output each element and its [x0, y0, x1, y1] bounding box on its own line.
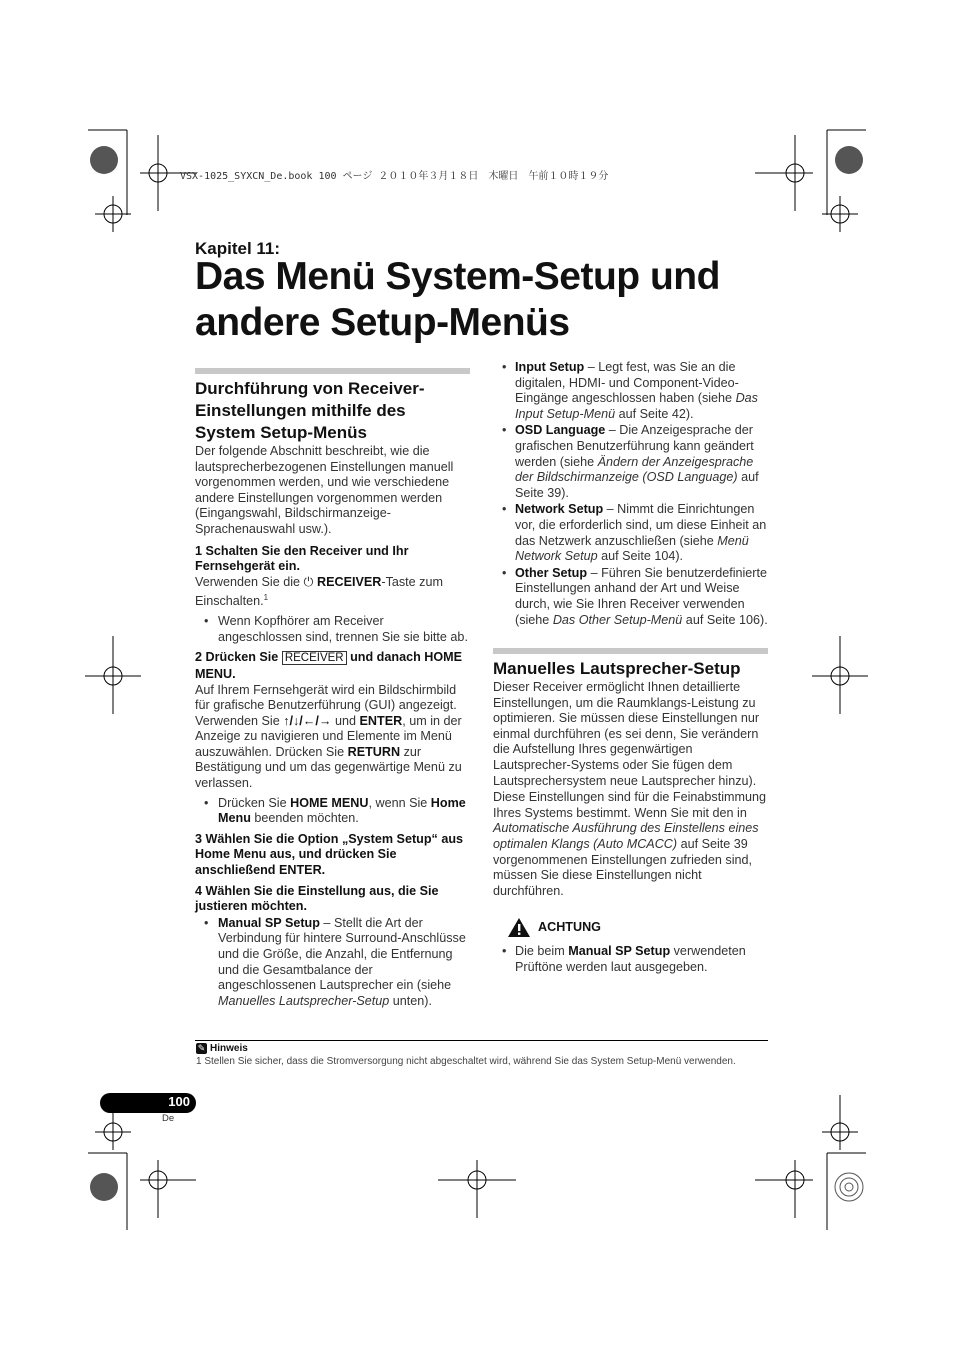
osd-language-bullet: • OSD Language – Die Anzeigesprache der grafischen Benutzerführung kann geändert werden (siehe Ändern der Anzeigesprache der Bildschirmanzeige (OSD Language) auf Seite 39). [493, 423, 768, 501]
other-setup-bullet: • Other Setup – Führen Sie benutzerdefinierte Einstellungen anhand der Art und Weise durch, wie Sie Ihren Receiver verwenden (siehe Das Other Setup-Menü auf Seite 106). [493, 566, 768, 628]
step-4: 4 Wählen Sie die Einstellung aus, die Sie justieren möchten. [195, 883, 439, 914]
step-1-bullet: • Wenn Kopfhörer am Receiver angeschlossen sind, trennen Sie sie bitte ab. [195, 614, 470, 645]
print-header: VSX-1025_SYXCN_De.book 100 ページ ２０１０年３月１８日 木曜日 午前１０時１９分 [180, 171, 609, 182]
step-2: 2 Drücken Sie RECEIVER und danach HOME MENU. [195, 650, 463, 681]
speaker-setup-paragraph-1: Dieser Receiver ermöglicht Ihnen detaillierte Einstellungen, um die Raumklangs-Leistung zu optimieren. Sie müssen diese Einstellungen nur einmal durchführen (es sei denn, Sie verändern die Aufstellung Ihres gegenwärtigen Lautsprecher-Systems oder Sie fügen dem Lautsprechersystem neue Lautsprecher hinzu). [493, 680, 760, 788]
section-heading: Durchführung von Receiver-Einstellungen mithilfe des System Setup-Menüs [195, 379, 425, 442]
caution-bullet: • Die beim Manual SP Setup verwendeten Prüftöne werden laut ausgegeben. [493, 944, 768, 975]
chapter-label: Kapitel 11: [195, 239, 281, 258]
section-heading-2: Manuelles Lautsprecher-Setup [493, 659, 741, 679]
step-1-text: Verwenden Sie die ⏻ RECEIVER-Taste zum Einschalten.$^1$ [195, 574, 443, 609]
caution-header [493, 917, 768, 938]
language-code: De [162, 1113, 175, 1124]
page-title [195, 254, 720, 346]
footnote [196, 1042, 768, 1068]
speaker-setup-paragraph-2: Diese Einstellungen sind für die Feinabstimmung Ihres Systems bestimmt. Wenn Sie mit den in Automatische Ausführung des Einstellens eines optimalen Klangs (Auto MCACC) auf Seite 39 vorgenommenen Einstellungen zufrieden sind, müssen Sie diese Einstellungen nicht durchführen. [493, 790, 767, 898]
power-icon: ⏻ [303, 574, 317, 589]
section-rule [195, 368, 470, 374]
note-label: Hinweis [210, 1043, 248, 1054]
warning-icon [507, 917, 531, 938]
right-column [493, 360, 768, 976]
receiver-key: RECEIVER [282, 651, 347, 665]
intro-paragraph: Der folgende Abschnitt beschreibt, wie die lautsprecherbezogenen Einstellungen manuell vorgenommen werden, und wie verschiedene andere Einstellungen vorgenommen werden (Eingangswahl, Bildschirmanzeige-Sprachenauswahl usw.). [195, 444, 454, 536]
input-setup-bullet: • Input Setup – Legt fest, was Sie an die digitalen, HDMI- und Component-Video-Eingänge angeschlossen haben (siehe Das Input Setup-Menü auf Seite 42). [493, 360, 768, 422]
footnote-ref: 1 [263, 593, 269, 603]
network-setup-bullet: • Network Setup – Nimmt die Einrichtungen vor, die erforderlich sind, um diese Einheit an das Netzwerk anzuschließen (siehe Menü Network Setup auf Seite 104). [493, 502, 768, 564]
step-1: 1 Schalten Sie den Receiver und Ihr Fernsehgerät ein. [195, 543, 409, 574]
left-column [195, 368, 470, 1009]
manual-sp-bullet: • Manual SP Setup – Stellt die Art der Verbindung für hintere Surround-Anschlüsse und die Größe, die Anzahl, die Entfernung und die Gesamtbalance der angeschlossenen Lautsprecher ein (siehe Manuelles Lautsprecher-Setup unten). [195, 916, 470, 1010]
section-rule-2 [493, 648, 768, 654]
page-number: 100 [168, 1094, 190, 1109]
arrow-keys-icon: ↑/↓/←/→ [283, 713, 332, 728]
caution-label: ACHTUNG [538, 920, 601, 935]
title-line-1: Das Menü System-Setup und [195, 255, 720, 298]
step-3: 3 Wählen Sie die Option „System Setup“ aus Home Menu aus, und drücken Sie anschließend ENTER. [195, 831, 464, 878]
step-2-bullet: • Drücken Sie HOME MENU, wenn Sie Home Menu beenden möchten. [195, 796, 470, 827]
note-text: 1 Stellen Sie sicher, dass die Stromversorgung nicht abgeschaltet wird, während Sie das System Setup-Menü verwenden. [196, 1056, 736, 1067]
note-icon: ✎ [197, 1043, 206, 1053]
step-2-text: Auf Ihrem Fernsehgerät wird ein Bildschirmbild für grafische Benutzerführung (GUI) angezeigt. Verwenden Sie ↑/↓/←/→ und ENTER, um in der Anzeige zu navigieren und Elemente im Menü auszuwählen. Drücken Sie RETURN zur Bestätigung und um das gegenwärtige Menü zu verlassen. [195, 682, 462, 791]
footnote-rule [195, 1040, 768, 1041]
title-line-2: andere Setup-Menüs [195, 301, 570, 344]
